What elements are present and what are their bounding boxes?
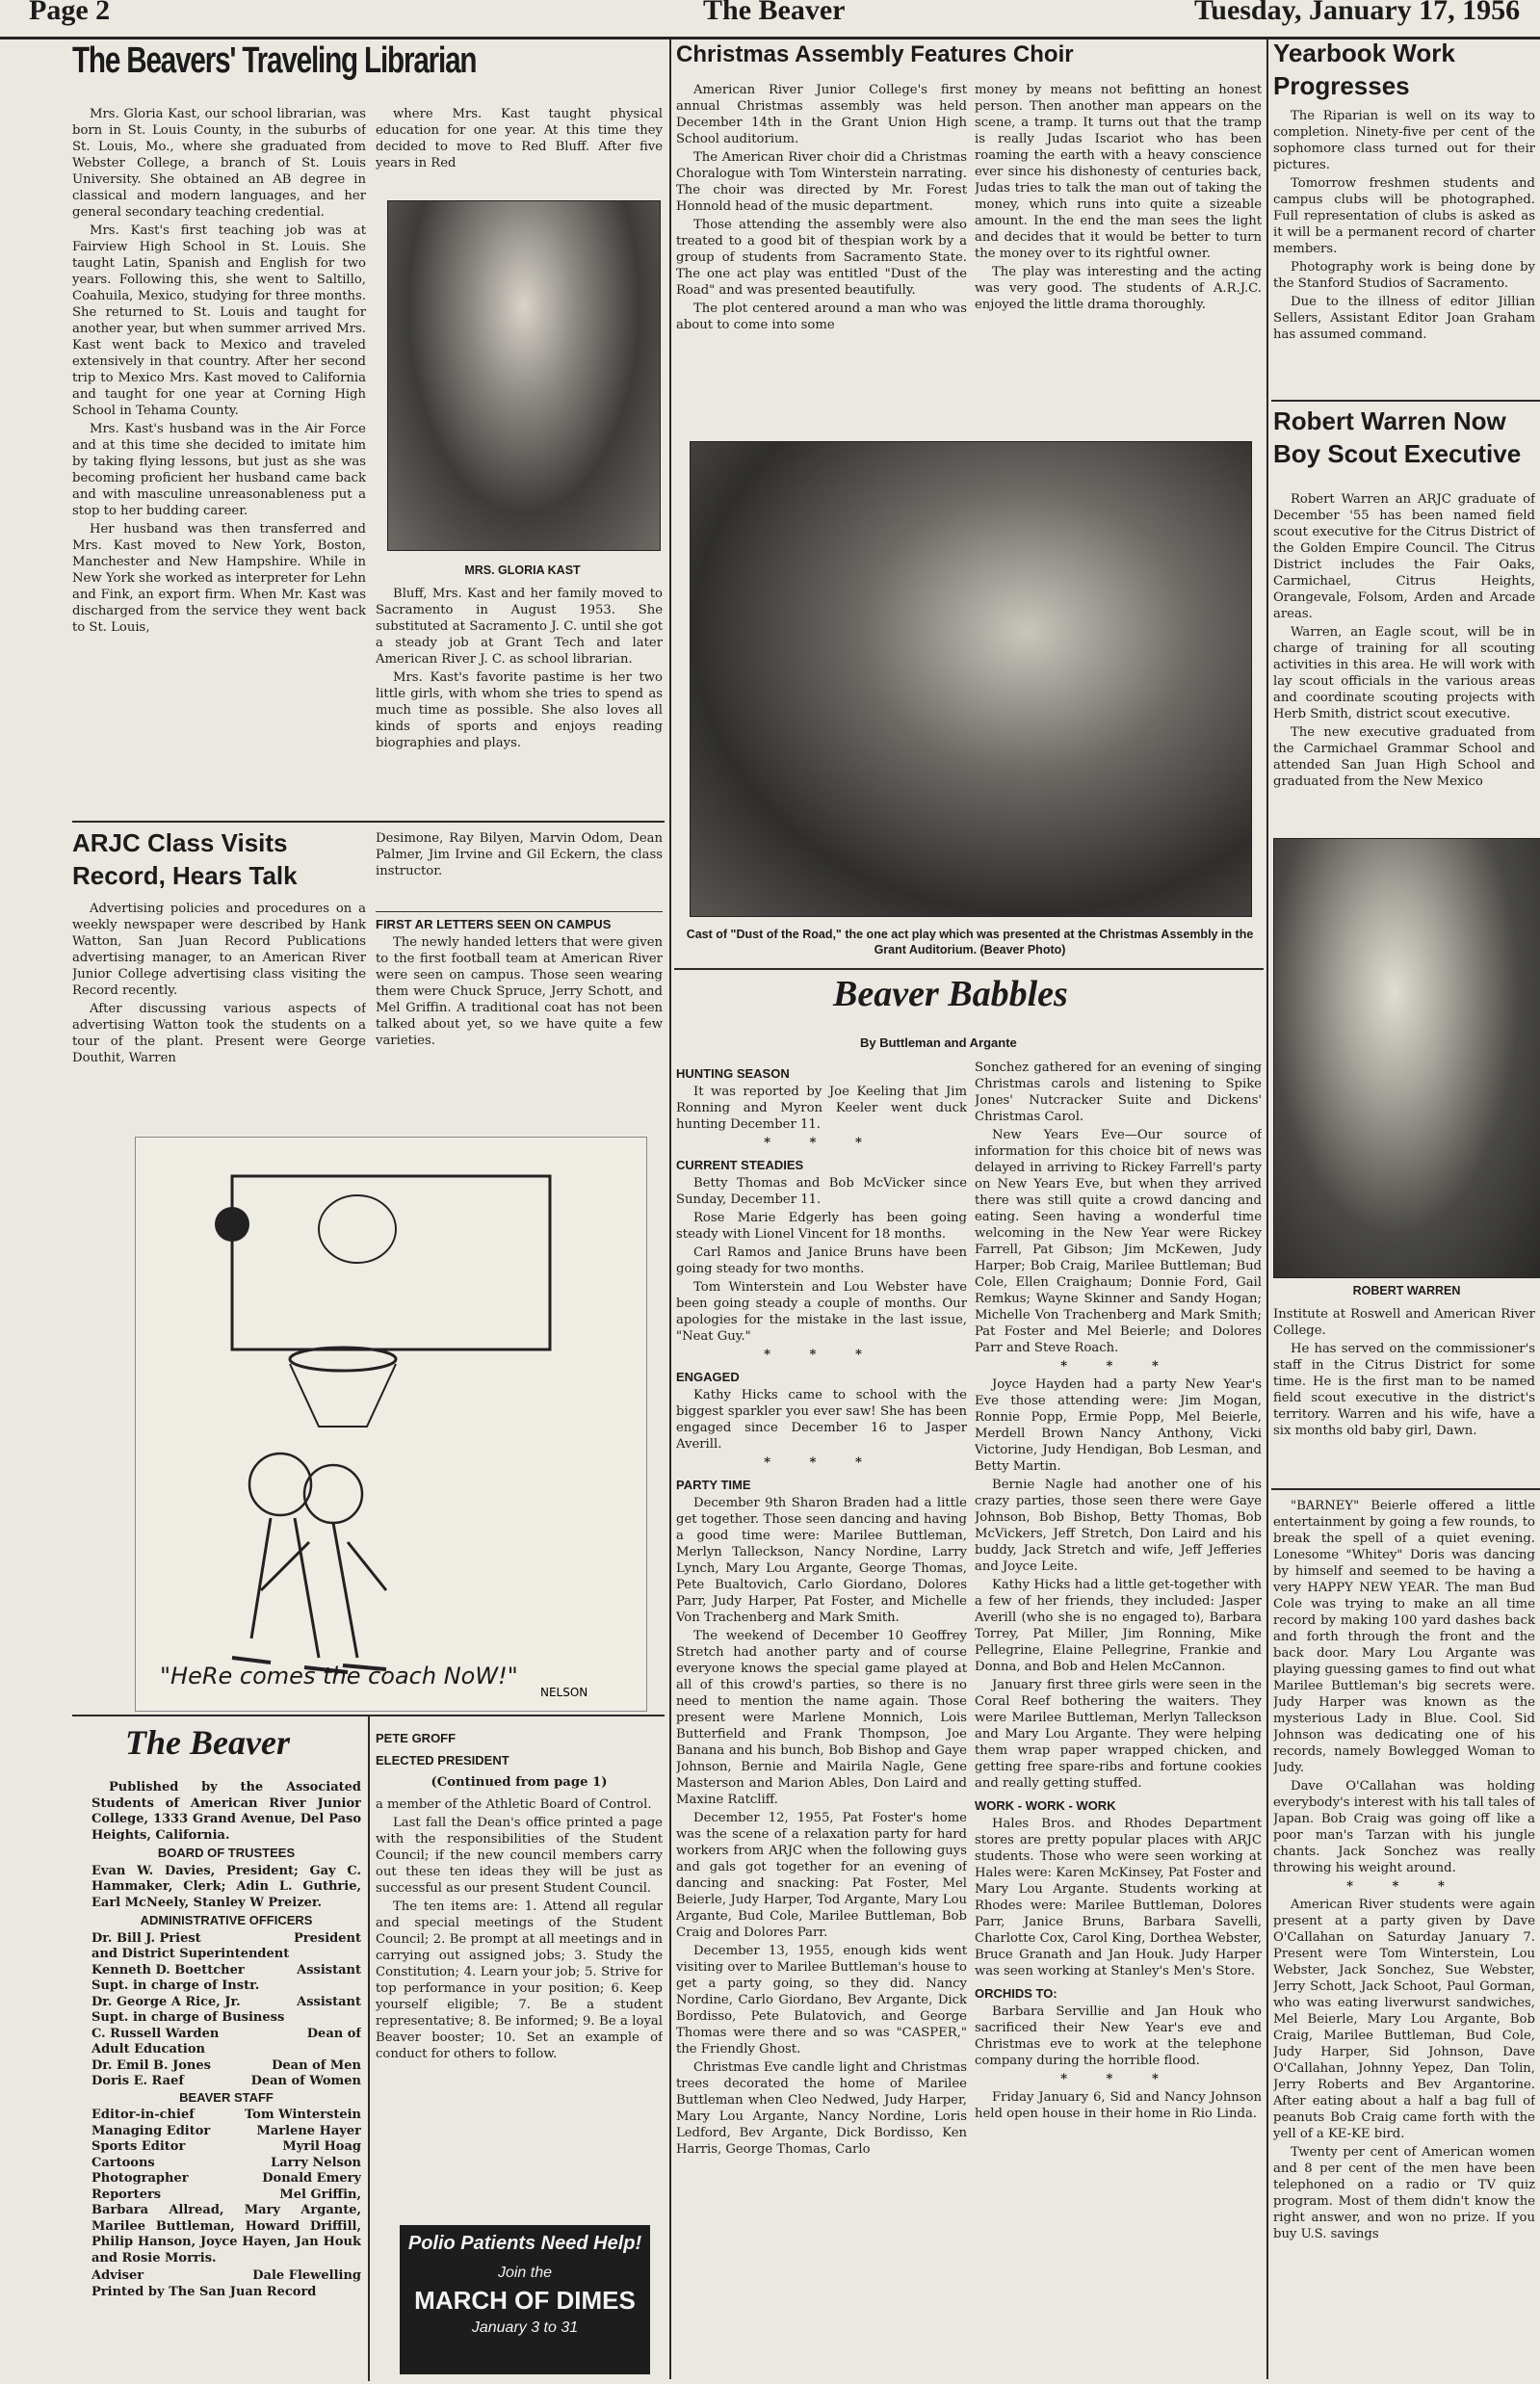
trustees-heading: BOARD OF TRUSTEES — [157, 1846, 296, 1860]
paragraph: The newly handed letters that were given to the first football team at American River were seen on campus. Those seen wearing them were Chuck Spruce, Jerry Schott, and Mel Griffin. A traditional coat has not been talked about yet, so we have quite a few varieties. — [376, 935, 663, 1048]
role: Editor-in-chief — [91, 2108, 195, 2122]
person: Dean of Men — [272, 2057, 361, 2073]
person: Assistant — [297, 1994, 361, 2009]
role: Doris E. Raef — [91, 2074, 184, 2088]
choir-column-1 — [676, 82, 967, 419]
role: Kenneth D. Boettcher — [91, 1962, 245, 1978]
paragraph: The ten items are: 1. Attend all regular and special meetings of the Student Council; 2. Be prompt at all meetings and in carrying out assigned jobs; 3. Study the Constitution; 4. Learn your job; 5. Strive for top performance in your position; 6. Keep yourself eligible; 7. Be a student representative; 8. Be informed; 9. Be a loyal Beaver booster; 10. Set an example of conduct for others to follow. — [376, 1899, 663, 2061]
paragraph: Kathy Hicks had a little get-together with a few of her friends, they included: Jasper Averill (who she is no engaged to), Barbara Torrey, Pat Miller, Jim Ronning, Mike Pellegrine, Elaine Pellegrine, Frankie and Donna, and Bob and Helen McCannon. — [975, 1578, 1262, 1674]
babbles-section-heading: WORK - WORK - WORK — [975, 1798, 1116, 1813]
ad-dates: January 3 to 31 — [471, 2319, 579, 2336]
paragraph: The play was interesting and the acting was very good. The students of A.R.J.C. enjoyed the little drama thoroughly. — [975, 265, 1262, 312]
groff-headline-1: PETE GROFF — [376, 1731, 457, 1745]
role: Dr. Emil B. Jones — [91, 2057, 211, 2073]
warren-headline: Robert Warren Now Boy Scout Executive — [1273, 406, 1522, 468]
paragraph: Carl Ramos and Janice Bruns have been going steady for two months. — [676, 1245, 967, 1276]
paragraph: American River students were again present at a party given by Dave O'Callahan on Saturday January 7. Present were Tom Winterstein, Lou Webster, Jack Sonchez, Sue Webster, Jerry Schott, Jack Schoot, Paul Gorman, who was eating liverwurst sandwiches, Mel Beierle, Mary Lou Argante, Bob Craig, Marilee Buttleman, Bud Cole, Judy Harper, Sid Johnson, Dave O'Callahan, Johnny Yepez, Dan Tolin, Jerry Roberts and Bev Argantorine. After eating about a half a bag full of peanuts Bob Craig came forth with the yell of a KE-KE bird. — [1273, 1898, 1535, 2141]
cartoon-drawing — [136, 1138, 646, 1711]
paragraph: Tomorrow freshmen students and campus clubs will be photographed. Full representation of clubs is asked as it will be a permanent record of charter members. — [1273, 176, 1535, 256]
role: Photographer — [91, 2171, 189, 2186]
column-rule — [368, 1716, 370, 2381]
gloria-kast-photo — [387, 200, 661, 551]
paragraph: Hales Bros. and Rhodes Department stores are pretty popular places with ARJC students. Those who were seen working at Hales were: Karen McKinsey, Pat Foster and Mary Lou Argante. Students working at Rhodes were: Marilee Buttleman, Dolores Parr, Janice Bruns, Barbara Savelli, Charlotte Cox, Carol King, Dorthea Webster, Bruce Granath and Jan Houk. Judy Harper was seen working at Stanley's Men's Store. — [975, 1817, 1262, 1978]
role: Sports Editor — [91, 2139, 186, 2154]
librarian-column-2-bottom — [376, 586, 663, 817]
paragraph: Last fall the Dean's office printed a page with the responsibilities of the Student Council; if the new council members carry out these ten ideas they will be just as successful as our present Student Council. — [376, 1816, 663, 1896]
role: Managing Editor — [91, 2123, 211, 2138]
paragraph: Twenty per cent of American women and 8 per cent of the men have been telephoned on a radio or TV quiz program. Most of them didn't know the right answer, and won no prize. If you buy U.S. savings — [1273, 2145, 1535, 2241]
staff-box — [91, 1780, 361, 2377]
cast-photo — [690, 441, 1252, 917]
cartoon — [135, 1137, 647, 1712]
person: Larry Nelson — [271, 2155, 361, 2170]
paragraph: Christmas Eve candle light and Christmas trees decorated the home of Marilee Buttleman when Cleo Nedwed, Judy Harper, Mary Lou Argante, Nancy Nordine, Loris Ledford, Bev Argante, Dick Bordisso, Ken Harris, George Thomas, Carlo — [676, 2060, 967, 2157]
warren-body — [1273, 491, 1535, 819]
role: Adult Education — [91, 2042, 205, 2057]
babbles-section-heading: PARTY TIME — [676, 1478, 751, 1492]
adviser-row — [91, 2268, 361, 2285]
party-column — [1273, 1498, 1535, 2379]
babbles-section-heading: CURRENT STEADIES — [676, 1158, 804, 1172]
cartoon-signature: NELSON — [540, 1686, 588, 1699]
paragraph: Mrs. Kast's husband was in the Air Force and at this time she decided to imitate him by taking flying lessons, but just as she was becoming proficient her husband came back and with masculine unreasonableness put a stop to her budding career. — [72, 422, 366, 518]
letters-headline: FIRST AR LETTERS SEEN ON CAMPUS — [376, 911, 663, 932]
staff-row — [91, 2124, 361, 2140]
separator-stars: * * * — [764, 1136, 879, 1150]
paragraph: Joyce Hayden had a party New Year's Eve those attending were: Jim Mogan, Ronnie Popp, Ermie Popp, Mel Beierle, Merdell Brown Nancy Anthony, Vicki Victorine, Judy Hendigan, Bob Lesman, and Betty Martin. — [975, 1377, 1262, 1474]
paragraph: The American River choir did a Christmas Choralogue with Tom Winterstein narrating. The choir was directed by Mr. Forest Honnold head of the music department. — [676, 150, 967, 214]
separator-stars: * * * — [764, 1455, 879, 1470]
paragraph: Robert Warren an ARJC graduate of December '55 has been named field scout executive for the Citrus District of the Golden Empire Council. The Citrus District includes the Fair Oaks, Carmichael, Citrus Heights, Orangevale, Folsom, Arden and Arcade areas. — [1273, 492, 1535, 621]
staff-row — [91, 2156, 361, 2172]
paragraph: "BARNEY" Beierle offered a little entertainment by going a few rounds, to break the spell of a quiet evening. Lonesome "Whitey" Doris was dancing by himself and seemed to be having a very HAPPY NEW YEAR. The man Bud Cole was trying to make an all time record by making 100 yard dashes back and forth through the front and the back door. Mary Lou Argante was playing guessing games to find out what Marilee Buttleman's big secrets were. Judy Harper was known as the mysterious Lady in Blue. Cool. Sid Johnson was dedicating one of his records, namely Bowlegged Woman to Judy. — [1273, 1499, 1535, 1775]
person: Marlene Hayer — [256, 2123, 361, 2138]
gloria-kast-caption: MRS. GLORIA KAST — [464, 563, 581, 577]
paragraph: Desimone, Ray Bilyen, Marvin Odom, Dean Palmer, Jim Irvine and Gil Eckern, the class instructor. — [376, 831, 663, 878]
paragraph: Bernie Nagle had another one of his crazy parties, those seen there were Gaye Johnson, Bob Bishop, Betty Thomas, Bob McVickers, Jeff Stretch, Don Laird and his buddy, Jack Stretch and wife, Jeff Jefferies and Joyce Leite. — [975, 1478, 1262, 1574]
role: Dr. George A Rice, Jr. — [91, 1994, 241, 2009]
paragraph: money by means not befitting an honest person. Then another man appears on the scene, a tramp. It turns out that the tramp is really Judas Iscariot who has been roaming the earth with a heavy conscience ever since his dishonesty of centuries back, Judas tries to talk the man out of taking the money, which runs into quite a sizeable amount. In the end the man sees the light and decides that it would be better to turn the money over to its rightful owner. — [975, 83, 1262, 261]
babbles-column-2 — [975, 1060, 1262, 2379]
column-rule — [669, 39, 671, 2379]
paragraph: After discussing various aspects of advertising Watton took the students on a tour of the plant. Present were George Douthit, Warren — [72, 1002, 366, 1065]
staff-row — [91, 1978, 361, 1995]
role: C. Russell Warden — [91, 2026, 220, 2041]
ad-title: MARCH OF DIMES — [414, 2286, 636, 2315]
staff-row — [91, 1995, 361, 2011]
paragraph: Dave O'Callahan was holding everybody's interest with his tall tales of Japan. Bob Craig was going off like a poor man's Tarzan with his jungle chants. Jack Sonchez was really throwing his weight around. — [1273, 1779, 1535, 1875]
librarian-column-1 — [72, 106, 366, 814]
paragraph: Those attending the assembly were also treated to a good bit of thespian work by a group of students from Sacramento State. The one act play was entitled "Dust of the Road" and was presented beautifully. — [676, 218, 967, 298]
paragraph: Tom Winterstein and Lou Webster have been going steady a couple of months. Our apologies for the mistake in the last issue, "Neat Guy." — [676, 1280, 967, 1344]
trustees-list: Evan W. Davies, President; Gay C. Hammaker, Clerk; Adin L. Guthrie, Earl McNeely, Stanley W Preizer. — [91, 1863, 361, 1910]
paragraph: December 13, 1955, enough kids went visiting over to Marilee Buttleman's house to get a party going, so they did. Nancy Nordine, Carlo Giordano, Bev Argante, Dick Bordisso, Pete Bulatovich, and George Thomas were there and so was "CASPER," the Friendly Ghost. — [676, 1944, 967, 2057]
admin-heading: ADMINISTRATIVE OFFICERS — [140, 1913, 313, 1927]
paragraph: Advertising policies and procedures on a weekly newspaper were described by Hank Watton, San Juan Record Publications advertising manager, to an American River Junior College advertising class visiting the Record recently. — [72, 902, 366, 998]
staff-row — [91, 2188, 361, 2204]
paragraph: The new executive graduated from the Carmichael Grammar School and attended San Juan High School and graduated from the New Mexico — [1273, 725, 1535, 789]
printer-line: Printed by The San Juan Record — [91, 2284, 317, 2299]
staff-row — [91, 2139, 361, 2156]
yearbook-headline: Yearbook Work Progresses — [1273, 39, 1455, 100]
paragraph: Institute at Roswell and American River College. — [1273, 1307, 1535, 1338]
paragraph: It was reported by Joe Keeling that Jim Ronning and Myron Keeler went duck hunting December 11. — [676, 1085, 967, 1132]
role: Reporters — [91, 2187, 162, 2202]
paragraph: December 12, 1955, Pat Foster's home was the scene of a relaxation party for hard workers from ARJC when the following guys and gals got together for an evening of dancing and snacking: Pat Foster, Mel Beierle, Judy Harper, Tod Argante, Mary Lou Argante, Bud Cole, Marilee Buttleman, Bob Craig and Dolores Parr. — [676, 1811, 967, 1940]
beaver-box-title: The Beaver — [125, 1723, 290, 1762]
separator-stars: * * * — [1060, 2072, 1176, 2086]
reporters-list: Barbara Allread, Mary Argante, Marilee Buttleman, Howard Driffill, Philip Hanson, Joyce Hayen, Jan Houk and Rosie Morris. — [91, 2203, 361, 2266]
record-headline: ARJC Class Visits Record, Hears Talk — [72, 828, 298, 890]
paragraph: Kathy Hicks came to school with the biggest sparkler you ever saw! She has been engaged since December 16 to Jasper Averill. — [676, 1388, 967, 1452]
letters-story — [376, 905, 663, 1122]
paragraph: New Years Eve—Our source of information for this choice bit of news was delayed in arriving to Rickey Farrell's party on New Years Eve, but when they arrived there was still quite a crowd dancing and eating. Seen having a wonderful time welcoming in the New Year were Rickey Farrell, Pat Gibson; Jim McKewen, Judy Harper; Bob Craig, Marilee Buttleman; Bud Cole, Ellen Craighaum; Donnie Ford, Gail Remkus; Wayne Skinner and Sandy Hogan; Michelle Von Trachenberg and Mark Smith; Pat Foster and Mel Beierle; and Dolores Parr and Steve Roach. — [975, 1128, 1262, 1355]
paragraph: January first three girls were seen in the Coral Reef bothering the waiters. They were Marilee Buttleman, Merlyn Talleckson and Mary Lou Argante. They were helping them wrap paper wrapped chicken, and getting free spare-ribs and fortune cookies and really getting stuffed. — [975, 1678, 1262, 1791]
paragraph: The weekend of December 10 Geoffrey Stretch had another party and of course everyone knows the special game played at all of this crowd's parties, so there is no need to mention the name again. Those present were Marlene Monnich, Lois Butterfield and Frank Thompson, Joe Banana and his bunch, Bob Bishop and Gaye Johnson, Bernie and Mairila Nagle, Gene Masterson and Marion Ables, Don Laird and Maxine Ratcliff. — [676, 1629, 967, 1807]
publisher-line: Published by the Associated Students of American River Junior College, 1333 Grand Avenue, Del Paso Heights, California. — [91, 1780, 361, 1843]
librarian-column-2-top — [376, 106, 663, 195]
role: Cartoons — [91, 2155, 155, 2170]
paragraph: He has served on the commissioner's staff in the Citrus District for some time. He is the first man to be named field scout executive in the district's territory. Warren and his wife, have a six months old baby girl, Dawn. — [1273, 1342, 1535, 1438]
staff-list — [91, 2108, 361, 2203]
cartoon-caption: "HeRe comes the coach NoW!" — [160, 1663, 518, 1690]
separator-stars: * * * — [1060, 1359, 1176, 1374]
paragraph: Her husband was then transferred and Mrs. Kast moved to New York, Boston, Manchester and New Hampshire. While in New York she worked as interpreter for Lehn and Fink, an export firm. When Mr. Kast was discharged from the service they went back to St. Louis, — [72, 522, 366, 635]
yearbook-body — [1273, 108, 1535, 397]
staff-row — [91, 1947, 361, 1963]
staff-row — [91, 2074, 361, 2090]
section-rule — [674, 968, 1264, 970]
page-number: Page 2 — [29, 0, 111, 26]
robert-warren-photo — [1273, 838, 1540, 1278]
ad-line: Join the — [497, 2265, 553, 2281]
groff-headline-2: ELECTED PRESIDENT — [376, 1753, 509, 1768]
paragraph: Betty Thomas and Bob McVicker since Sunday, December 11. — [676, 1176, 967, 1207]
paragraph: Mrs. Kast's first teaching job was at Fairview High School in St. Louis. She taught Latin, Spanish and English for two years. Following this, she went to Saltillo, Coahuila, Mexico, studying for three months. She returned to St. Louis and taught for another year, but when summer arrived Mrs. Kast went back to Mexico and traveled extensively in that country. After her second trip to Mexico Mrs. Kast moved to California and taught for one year at Corning High School in Tehama County. — [72, 223, 366, 418]
paragraph: Rose Marie Edgerly has been going steady with Lionel Vincent for 18 months. — [676, 1211, 967, 1242]
paragraph: Bluff, Mrs. Kast and her family moved to Sacramento in August 1953. She substituted at Sacramento J. C. until she got a steady job at Grant Tech and later American River J. C. as school librarian. — [376, 587, 663, 667]
role: and District Superintendent — [91, 1947, 290, 1961]
paragraph: American River Junior College's first annual Christmas assembly was held December 14th in the Grant Union High School auditorium. — [676, 83, 967, 146]
staff-row — [91, 1931, 361, 1948]
cast-photo-caption: Cast of "Dust of the Road," the one act play which was presented at the Christmas Assembly in the Grant Auditorium. (Beaver Photo) — [686, 928, 1254, 956]
paragraph: December 9th Sharon Braden had a little get together. Those seen dancing and having a good time were: Marilee Buttleman, Merlyn Talleckson, Nancy Nordine, Larry Lynch, Mary Lou Argante, George Thomas, Pete Bualtovich, Carlo Giordano, Dolores Parr, Judy Harper, Pat Foster, and Michelle Von Trachenberg and Mark Smith. — [676, 1496, 967, 1625]
babbles-section-heading: ORCHIDS TO: — [975, 1986, 1057, 2001]
paragraph: Sonchez gathered for an evening of singing Christmas carols and listening to Spike Jones' Nutcracker Suite and Dickens' Christmas Carol. — [975, 1061, 1262, 1124]
person: Dale Flewelling — [252, 2268, 361, 2283]
person: Mel Griffin, — [279, 2187, 361, 2202]
staff-row — [91, 2042, 361, 2058]
section-rule — [1271, 1488, 1540, 1490]
record-body — [72, 901, 366, 1122]
paragraph: Photography work is being done by the Stanford Studios of Sacramento. — [1273, 260, 1535, 291]
paragraph: Due to the illness of editor Jillian Sellers, Assistant Editor Joan Graham has assumed command. — [1273, 295, 1535, 342]
section-rule — [72, 821, 665, 823]
continued-note: (Continued from page 1) — [431, 1775, 608, 1790]
person: Assistant — [297, 1962, 361, 1978]
paragraph: The Riparian is well on its way to completion. Ninety-five per cent of the sophomore class turned out for their pictures. — [1273, 109, 1535, 172]
person: Dean of — [306, 2026, 361, 2041]
admin-list — [91, 1931, 361, 2090]
paragraph: Mrs. Gloria Kast, our school librarian, was born in St. Louis County, in the suburbs of St. Louis, Mo., where she graduated from Webster College, a branch of St. Louis University. She obtained an AB degree in classical and modern languages, and her general secondary teaching credential. — [72, 107, 366, 220]
person: President — [294, 1930, 361, 1946]
paragraph: Friday January 6, Sid and Nancy Johnson held open house in their home in Rio Linda. — [975, 2090, 1262, 2121]
record-continued — [376, 830, 663, 888]
robert-warren-caption: ROBERT WARREN — [1352, 1284, 1461, 1297]
paragraph: where Mrs. Kast taught physical education for one year. At this time they decided to move to Red Bluff. After five years in Red — [376, 107, 663, 170]
masthead — [0, 0, 1540, 39]
staff-row — [91, 2010, 361, 2027]
role: Supt. in charge of Business — [91, 2010, 285, 2025]
paragraph: The plot centered around a man who was about to come into some — [676, 301, 967, 332]
choir-headline: Christmas Assembly Features Choir — [676, 41, 1074, 67]
person: Tom Winterstein — [244, 2108, 361, 2122]
babbles-headline: Beaver Babbles — [833, 974, 1068, 1014]
paper-name: The Beaver — [703, 0, 846, 26]
babbles-byline: By Buttleman and Argante — [860, 1035, 1017, 1050]
issue-date: Tuesday, January 17, 1956 — [1194, 0, 1521, 26]
staff-row — [91, 1963, 361, 1979]
staff-row — [91, 2027, 361, 2043]
staff-row — [91, 2058, 361, 2075]
babbles-section-heading: HUNTING SEASON — [676, 1066, 790, 1081]
ad-headline: Polio Patients Need Help! — [407, 2233, 642, 2254]
person: Dean of Women — [250, 2074, 361, 2088]
staff-heading: BEAVER STAFF — [179, 2089, 274, 2105]
separator-stars: * * * — [764, 1348, 879, 1362]
babbles-column-1 — [676, 1060, 967, 2379]
march-of-dimes-ad — [400, 2225, 650, 2374]
librarian-headline: The Beavers' Traveling Librarian — [72, 40, 477, 81]
paragraph: Warren, an Eagle scout, will be in charge of training for all scouting activities in this area. He will work with lay scout officials in the various areas and coordinate scouting projects with Herb Smith, district scout executive. — [1273, 625, 1535, 721]
paragraph: Barbara Servillie and Jan Houk who sacrificed their New Year's eve and Christmas eve to work at the telephone company during the horrible flood. — [975, 2004, 1262, 2068]
staff-row — [91, 2171, 361, 2188]
staff-row — [91, 2108, 361, 2124]
separator-stars: * * * — [1346, 1879, 1462, 1894]
role: Dr. Bill J. Priest — [91, 1930, 201, 1946]
column-rule — [1266, 39, 1268, 2379]
paragraph: Mrs. Kast's favorite pastime is her two little girls, with whom she tries to spend as much time as possible. She also loves all kinds of sports and enjoys reading biographies and plays. — [376, 670, 663, 750]
section-rule — [1271, 400, 1540, 402]
role: Supt. in charge of Instr. — [91, 1978, 260, 1993]
paragraph: a member of the Athletic Board of Control. — [376, 1797, 652, 1812]
role: Adviser — [91, 2268, 144, 2283]
person: Myril Hoag — [282, 2139, 361, 2154]
person: Donald Emery — [262, 2171, 361, 2186]
babbles-section-heading: ENGAGED — [676, 1370, 740, 1384]
warren-body-cont — [1273, 1306, 1535, 1480]
groff-story — [376, 1724, 663, 2206]
choir-column-2 — [975, 82, 1262, 419]
